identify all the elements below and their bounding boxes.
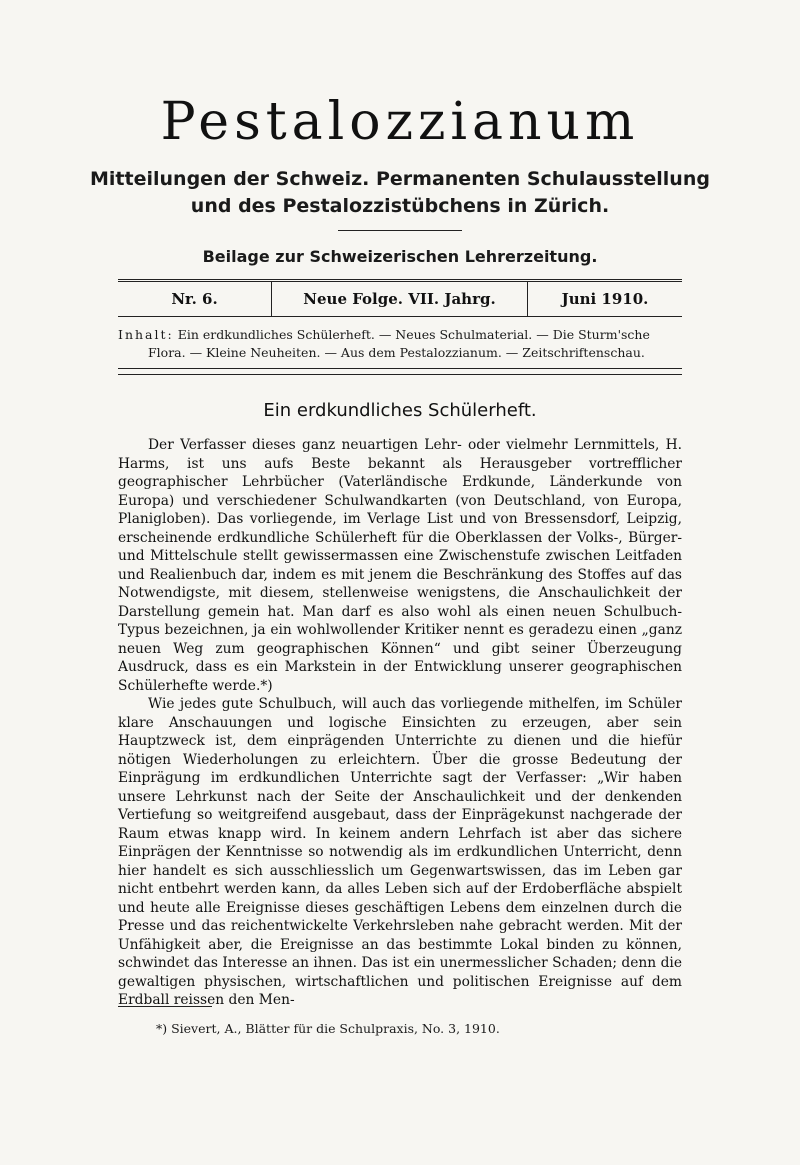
contents-divider [118, 368, 682, 375]
article-heading: Ein erdkundliches Schülerheft. [263, 400, 537, 421]
issue-date: Juni 1910. [561, 290, 649, 308]
contents-line-2: Flora. — Kleine Neuheiten. — Aus dem Pestalozzianum. — Zeitschriftenschau. [148, 345, 645, 360]
journal-subtitle [0, 166, 800, 220]
issue-series: Neue Folge. VII. Jahrg. [272, 282, 528, 316]
issue-info-bar [118, 279, 682, 317]
article-body [118, 436, 682, 1010]
article-paragraph-2: Wie jedes gute Schulbuch, will auch das vorliegende mithelfen, im Schüler klare Anschauungen und logische Einsichten zu erzeugen, aber sein Hauptzweck ist, dem einprägenden Unterrichte zu dienen und die hiefür nötigen Wiederholungen zu erleichtern. Über die grosse Bedeutung der Einprägung im erdkundlichen Unterrichte sagt der Verfasser: „Wir haben unsere Lehrkunst nach der Seite der Anschaulichkeit und der denkenden Vertiefung so weitgreifend ausgebaut, dass der Einprägekunst nachgerade der Raum etwas knapp wird. In keinem andern Lehrfach ist aber das sichere Einprägen der Kenntnisse so notwendig als im erdkundlichen Unterricht, denn hier handelt es sich ausschliesslich um Gegenwartswissen, das im Leben gar nicht entbehrt werden kann, da alles Leben sich auf der Erdoberfläche abspielt und heute alle Ereignisse dieses geschäftigen Lebens dem einzelnen durch die Presse und das reichentwickelte Verkehrsleben nahe gebracht werden. Mit der Unfähigkeit aber, die Ereignisse an das bestimmte Lokal binden zu können, schwindet das Interesse an ihnen. Das ist ein unermesslicher Schaden; denn die gewaltigen physischen, wirtschaftlichen und politischen Ereignisse auf dem Erdball reissen den Men- [118, 696, 682, 1008]
subtitle-line-2: und des Pestalozzistübchens in Zürich. [190, 195, 610, 217]
issue-number: Nr. 6. [118, 282, 272, 316]
footnote: *) Sievert, A., Blätter für die Schulpraxis, No. 3, 1910. [156, 1021, 500, 1036]
footnote-rule [118, 1006, 212, 1007]
article-paragraph-1: Der Verfasser dieses ganz neuartigen Lehr- oder vielmehr Lernmittels, H. Harms, ist uns aufs Beste bekannt als Herausgeber vortrefflicher geographischer Lehrbücher (Vaterländische Erdkunde, Länderkunde von Europa) und verschiedener Schulwandkarten (von Deutschland, von Europa, Planigloben). Das vorliegende, im Verlage List und von Bressensdorf, Leipzig, erscheinende erdkundliche Schülerheft für die Oberklassen der Volks-, Bürger- und Mittelschule stellt gewissermassen eine Zwischenstufe zwischen Leitfaden und Realienbuch dar, indem es mit jenem die Beschränkung des Stoffes auf das Notwendigste, mit diesem, stellenweise wenigstens, die Anschaulichkeit der Darstellung gemein hat. Man darf es also wohl als einen neuen Schulbuch-Typus bezeichnen, ja ein wohlwollender Kritiker nennt es geradezu einen „ganz neuen Weg zum geographischen Können“ und gibt seiner Überzeugung Ausdruck, dass es ein Markstein in der Entwicklung unserer geographischen Schülerhefte werde.*) [118, 437, 682, 694]
subtitle-line-1: Mitteilungen der Schweiz. Permanenten Schulausstellung [90, 168, 710, 190]
contents-label: Inhalt: [118, 327, 174, 342]
table-of-contents [118, 326, 682, 362]
contents-text-1: Ein erdkundliches Schülerheft. — Neues Schulmaterial. — Die Sturm'sche [177, 327, 650, 342]
title-divider [338, 230, 462, 231]
masthead [0, 92, 800, 266]
journal-title: Pestalozzianum [160, 92, 640, 152]
supplement-line: Beilage zur Schweizerischen Lehrerzeitung. [202, 247, 598, 266]
contents-line-1 [118, 326, 682, 344]
